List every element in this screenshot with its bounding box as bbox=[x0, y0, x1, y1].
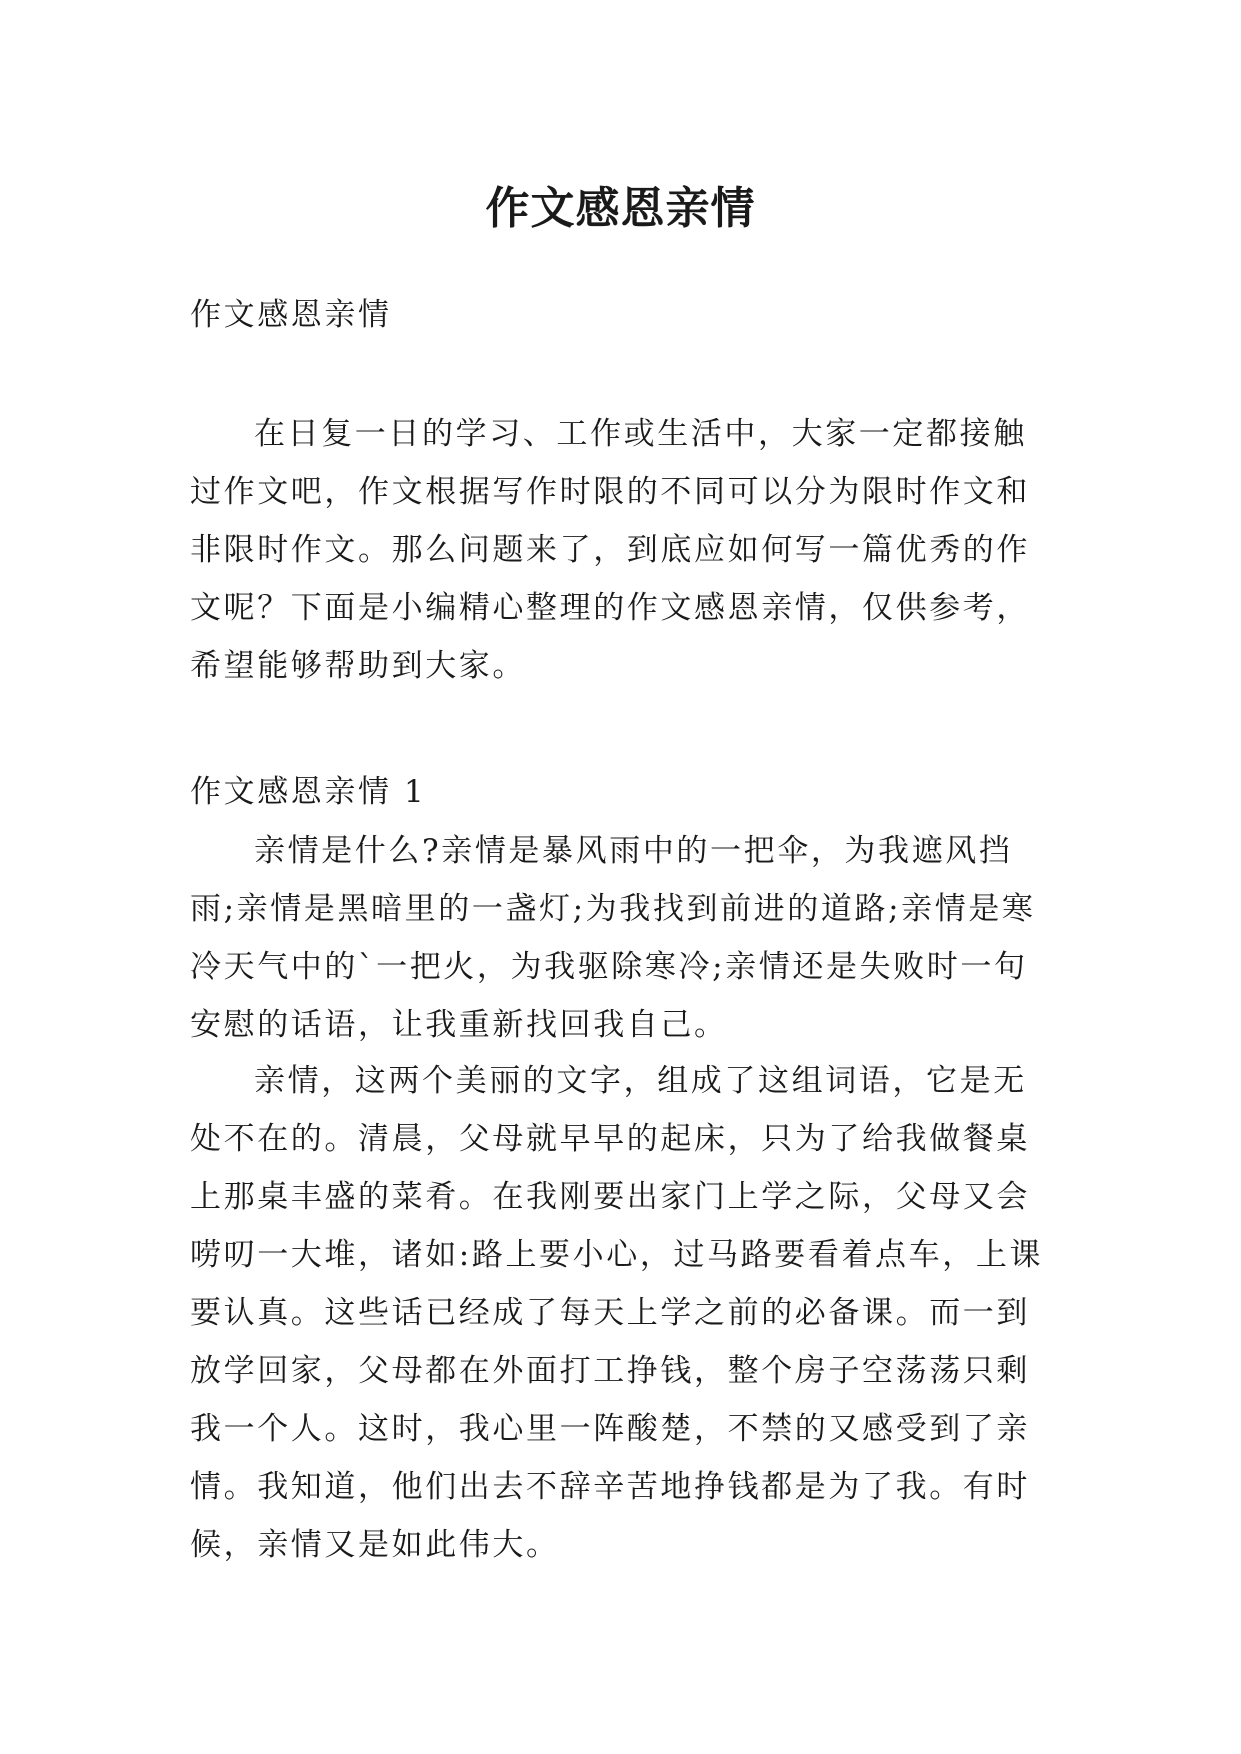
body-paragraph: 亲情，这两个美丽的文字，组成了这组词语，它是无处不在的。清晨，父母就早早的起床，只为了给我做餐桌上那桌丰盛的菜肴。在我刚要出家门上学之际，父母又会唠叨一大堆，诸如:路上要小心，过马路要看着点车，上课要认真。这些话已经成了每天上学之前的必备课。而一到放学回家，父母都在外面打工挣钱，整个房子空荡荡只剩我一个人。这时，我心里一阵酸楚，不禁的又感受到了亲情。我知道，他们出去不辞辛苦地挣钱都是为了我。有时候，亲情又是如此伟大。 bbox=[190, 1063, 1044, 1563]
section-heading: 作文感恩亲情 1 bbox=[190, 774, 427, 810]
document-subtitle: 作文感恩亲情 bbox=[190, 297, 392, 333]
document-title: 作文感恩亲情 bbox=[485, 183, 756, 235]
intro-paragraph: 在日复一日的学习、工作或生活中，大家一定都接触过作文吧，作文根据写作时限的不同可以分为限时作文和非限时作文。那么问题来了，到底应如何写一篇优秀的作文呢？下面是小编精心整理的作文感恩亲情，仅供参考，希望能够帮助到大家。 bbox=[190, 416, 1030, 684]
body-paragraph: 亲情是什么?亲情是暴风雨中的一把伞，为我遮风挡雨;亲情是黑暗里的一盏灯;为我找到前进的道路;亲情是寒冷天气中的`一把火，为我驱除寒冷;亲情还是失败时一句安慰的话语，让我重新找回我自己。 bbox=[190, 833, 1036, 1043]
